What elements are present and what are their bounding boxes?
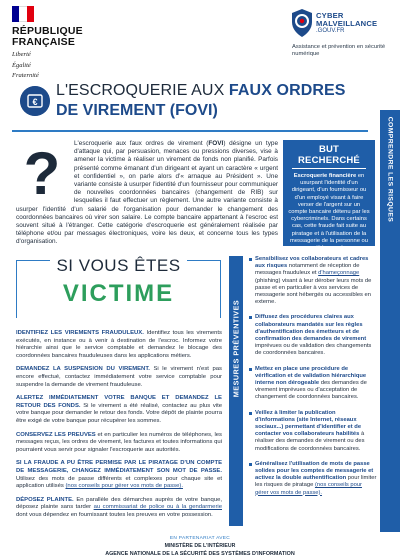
goal-box bbox=[283, 140, 375, 252]
prevention-list bbox=[249, 256, 377, 505]
motto-egalite: Égalité bbox=[12, 61, 31, 69]
advice-item: DÉPOSEZ PLAINTE. En parallèle des démarches auprès de votre banque, déposez plainte sans tarder au commissariat de police ou à la gendarmerie dont vous dépendez en fournissant toutes les preuves en votre possession. bbox=[16, 496, 223, 518]
title-divider bbox=[12, 130, 368, 132]
cybermalveillance-shield-icon bbox=[290, 8, 314, 38]
victim-heading-line1: SI VOUS ÊTES bbox=[16, 256, 221, 276]
cmv-line1: CYBER bbox=[316, 11, 344, 20]
police-link[interactable]: au commissariat de police ou à la gendarmerie bbox=[93, 504, 222, 511]
advice-item: CONSERVEZ LES PREUVES et en particulier les numéros de téléphones, les messages reçus, les ordres de virement, les factures et toutes informations qui pourraient vous servir pour signaler l'escroquerie aux autorités. bbox=[16, 431, 222, 453]
intro-text: ? L'escroquerie aux faux ordres de virement (FOVI) désigne un type d'attaque qui, par persuasion, menaces ou pressions diverses, vise à amener la victime à réaliser un virement de fonds non planifié. Parfois présenté comme émanant d'un dirigeant et ayant un caractère « urgent et confidentiel », on parle alors d'« arnaque au Président ». Une variante consiste à usurper l'identité d'un fournisseur pour communiquer de nouvelles coordonnées bancaires (changement de RIB) sur lesquelles il faut effectuer un règlement. Une autre variante consiste à usurper l'identité d'un salarié de l'organisation pour demander le changement des coordonnées bancaires où virer son salaire. Le compte bancaire appartenant à l'escroc est souvent situé à l'étranger. Cette catégorie d'escroquerie est généralement réalisée par téléphone et/ou par messages électroniques, voire les deux, et concerne tous les types d'organisation. bbox=[16, 140, 279, 246]
footer-agency: AGENCE NATIONALE DE LA SÉCURITÉ DES SYSTÈMES D'INFORMATION bbox=[105, 551, 295, 557]
motto-liberte: Liberté bbox=[12, 51, 31, 58]
footer-ministry: MINISTÈRE DE L'INTÉRIEUR bbox=[164, 543, 236, 549]
republic-logo-block bbox=[12, 6, 132, 80]
page-header bbox=[0, 0, 400, 80]
advice-item: IDENTIFIEZ LES VIREMENTS FRAUDULEUX. Identifiez tous les virements exécutés, en instance ou à venir à destination de l'escroc. Informez votre hiérarchie ainsi que le service comptable et demandez le blocage des coordonnées bancaires frauduleuses dans les applications métiers. bbox=[16, 330, 222, 359]
prevention-item: Veillez à limiter la publication d'informations (site Internet, réseaux sociaux...) permettant d'identifier et de contacter vos collaborateurs habilités à réaliser des demandes de virement ou des modifications de coordonnées bancaires. bbox=[249, 410, 377, 453]
euro-card-icon bbox=[20, 86, 50, 116]
goal-text: Escroquerie financière en usurpant l'identité d'un dirigeant, d'un fournisseur ou d'un employé visant à faire verser de l'argent sur un compte bancaire détenu par les cybercriminels. Dans certains cas, cette fraude fait suite au piratage et à l'utilisation de la messagerie de la personne ou entité usurpée. bbox=[288, 173, 370, 252]
cmv-tagline: Assistance et prévention en sécurité numérique bbox=[292, 44, 386, 57]
victim-advice-list bbox=[16, 330, 222, 525]
prevention-label: MESURES PRÉVENTIVES bbox=[231, 299, 241, 398]
page-title-line1: L'ESCROQUERIE AUX FAUX ORDRES bbox=[56, 82, 346, 99]
victim-heading bbox=[16, 256, 221, 318]
goal-divider bbox=[292, 168, 366, 169]
cmv-line3: .GOUV.FR bbox=[316, 28, 345, 34]
prevention-item: Généralisez l'utilisation de mots de passe solides pour les comptes de messagerie et activez la double authentification pour limiter les risques de piratage (nos conseils pour gérer vos mots de passe). bbox=[249, 461, 377, 497]
page-title-line2: DE VIREMENT (FOVI) bbox=[56, 102, 218, 119]
republic-name-line2: FRANÇAISE bbox=[12, 36, 76, 48]
republic-name-line1: RÉPUBLIQUE bbox=[12, 25, 83, 37]
svg-text:?: ? bbox=[23, 140, 61, 204]
prevention-item: Diffusez des procédures claires aux collaborateurs mandatés sur les règles d'authentification des émetteurs et de confirmation des demandes de virement imprévues ou de validation des changements de coordonnées bancaires. bbox=[249, 314, 377, 357]
marianne-flag-icon bbox=[12, 6, 34, 22]
cmv-line2: MALVEILLANCE bbox=[316, 19, 378, 28]
victim-heading-line2: VICTIME bbox=[62, 280, 175, 307]
goal-title: BUT RECHERCHÉ bbox=[298, 144, 360, 166]
advice-item: DEMANDEZ LA SUSPENSION DU VIREMENT. Si le virement n'est pas encore effectué, contactez immédiatement votre service comptable pour suspendre la demande de virement frauduleuse. bbox=[16, 366, 222, 388]
password-advice-link[interactable]: (nos conseils pour gérer vos mots de passe). bbox=[65, 483, 183, 490]
page-footer bbox=[0, 536, 400, 557]
side-band-label: COMPRENDRE LES RISQUES bbox=[386, 116, 394, 223]
question-mark-icon bbox=[16, 140, 68, 204]
prevention-item: Sensibilisez vos collaborateurs et cadres aux risques notamment de réception de messages frauduleux et d'hameçonnage (phishing) visant à leur dérober leurs mots de passe et en particulier à vos services de messagerie sont hébergés ou accessibles en externe. bbox=[249, 256, 377, 306]
svg-text:€: € bbox=[32, 97, 38, 107]
footer-partner-label: EN PARTENARIAT AVEC bbox=[169, 536, 231, 541]
prevention-item: Mettez en place une procédure de vérification et de validation hiérarchique interne non dérogeable des demandes de virement imprévues ou d'acceptation de changement de coordonnées bancaires. bbox=[249, 366, 377, 402]
page-title-area bbox=[20, 80, 380, 130]
phishing-link[interactable]: d'hameçonnage bbox=[318, 270, 360, 277]
advice-item: SI LA FRAUDE A PU ÊTRE PERMISE PAR LE PIRATAGE D'UN COMPTE DE MESSAGERIE, CHANGEZ IMMÉDIATEMENT SON MOT DE PASSE. Utilisez des mots de passe différents et complexes pour chaque site et application utilisés (nos conseils pour gérer vos mots de passe). bbox=[16, 460, 222, 490]
advice-item: ALERTEZ IMMÉDIATEMENT VOTRE BANQUE ET DEMANDEZ LE RETOUR DES FONDS. Si le virement a été réalisé, contactez au plus vite votre banque pour demander le retour des fonds. Votre dépôt de plainte pourra être exigé de votre banque pour récupérer les sommes. bbox=[16, 395, 222, 424]
motto-fraternite: Fraternité bbox=[12, 72, 39, 79]
password-advice-link[interactable]: (nos conseils pour gérer vos mots de passe). bbox=[255, 482, 362, 496]
